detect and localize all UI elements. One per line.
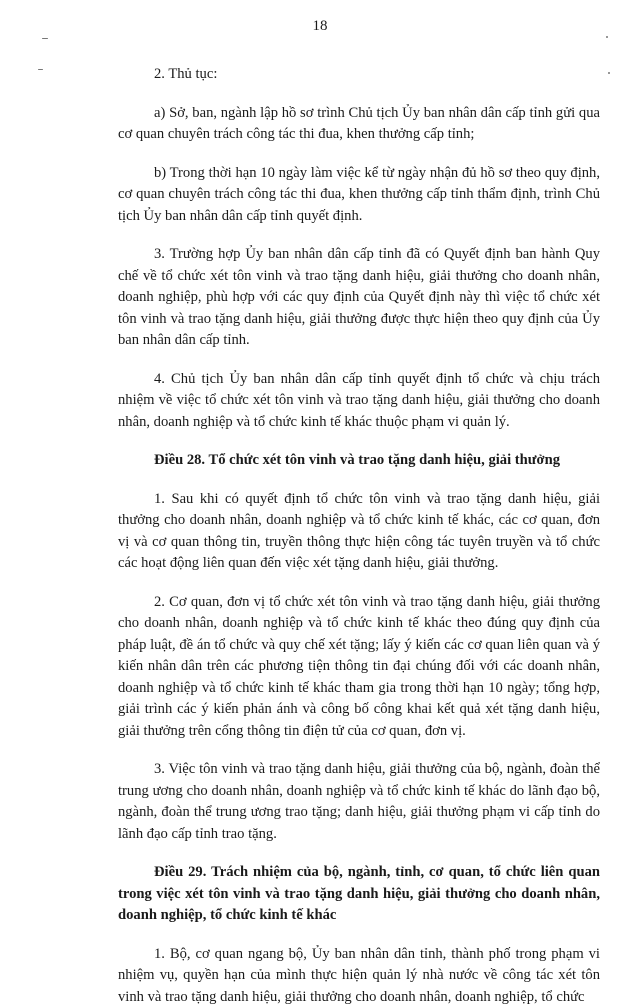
- scan-speck: [42, 38, 48, 39]
- article-29-clause-1: 1. Bộ, cơ quan ngang bộ, Ủy ban nhân dân tỉnh, thành phố trong phạm vi nhiệm vụ, quyền hạn của mình thực hiện quản lý nhà nước về công tác xét tôn vinh và trao tặng danh hiệu, giải thưởng cho doanh nhân, doanh nghiệp, tổ chức: [118, 944, 600, 1008]
- article-28-clause-2: 2. Cơ quan, đơn vị tổ chức xét tôn vinh và trao tặng danh hiệu, giải thưởng cho doanh nhân, doanh nghiệp và tổ chức kinh tế khác theo đúng quy định của pháp luật, đề án tổ chức và quy chế xét tặng; lấy ý kiến các cơ quan liên quan và ý kiến nhân dân trên các phương tiện thông tin đại chúng đối với các doanh nhân, doanh nghiệp và tổ chức kinh tế khác tham gia trong thời hạn 10 ngày; tổng hợp, giải trình các ý kiến phản ánh và công bố công khai kết quả xét tặng danh hiệu, giải thưởng trên cổng thông tin điện tử của cơ quan, đơn vị.: [118, 592, 600, 743]
- article-28-title: Điều 28. Tổ chức xét tôn vinh và trao tặng danh hiệu, giải thưởng: [118, 450, 600, 472]
- scan-speck: [38, 69, 43, 70]
- scan-speck: [608, 72, 610, 74]
- article-28-clause-3: 3. Việc tôn vinh và trao tặng danh hiệu, giải thưởng của bộ, ngành, đoàn thể trung ương cho doanh nhân, doanh nghiệp và tổ chức kinh tế khác do lãnh đạo bộ, ngành, đoàn thể trung ương trao tặng; danh hiệu, giải thưởng phạm vi cấp tỉnh do lãnh đạo cấp tỉnh trao tặng.: [118, 759, 600, 845]
- article-28-clause-1: 1. Sau khi có quyết định tổ chức tôn vinh và trao tặng danh hiệu, giải thưởng cho doanh nhân, doanh nghiệp và tổ chức kinh tế khác, các cơ quan, đơn vị và cơ quan thông tin, truyền thông thực hiện công tác tuyên truyền và tổ chức các hoạt động liên quan đến việc xét tặng danh hiệu, giải thưởng.: [118, 489, 600, 575]
- clause-3: 3. Trường hợp Ủy ban nhân dân cấp tỉnh đã có Quyết định ban hành Quy chế về tổ chức xét tôn vinh và trao tặng danh hiệu, giải thưởng cho doanh nhân, doanh nghiệp, phù hợp với các quy định của Quyết định này thì việc tổ chức xét tôn vinh và trao tặng danh hiệu, giải thưởng được thực hiện theo quy định của Ủy ban nhân dân cấp tỉnh.: [118, 244, 600, 352]
- document-body: [118, 64, 600, 1008]
- page-number: 18: [0, 18, 640, 35]
- scan-speck: [606, 36, 608, 38]
- procedure-item-b: b) Trong thời hạn 10 ngày làm việc kể từ ngày nhận đủ hồ sơ theo quy định, cơ quan chuyên trách công tác thi đua, khen thưởng cấp tỉnh thẩm định, trình Chủ tịch Ủy ban nhân dân cấp tỉnh quyết định.: [118, 163, 600, 228]
- clause-4: 4. Chủ tịch Ủy ban nhân dân cấp tỉnh quyết định tổ chức và chịu trách nhiệm về việc tổ chức xét tôn vinh và trao tặng danh hiệu, giải thưởng cho doanh nhân, doanh nghiệp và tổ chức kinh tế khác thuộc phạm vi quản lý.: [118, 369, 600, 434]
- article-29-title: Điều 29. Trách nhiệm của bộ, ngành, tỉnh, cơ quan, tổ chức liên quan trong việc xét tôn vinh và trao tặng danh hiệu, giải thưởng cho doanh nhân, doanh nghiệp, tổ chức kinh tế khác: [118, 862, 600, 927]
- procedure-heading: 2. Thủ tục:: [118, 64, 600, 86]
- procedure-item-a: a) Sở, ban, ngành lập hồ sơ trình Chủ tịch Ủy ban nhân dân cấp tỉnh gửi qua cơ quan chuyên trách công tác thi đua, khen thưởng cấp tỉnh;: [118, 103, 600, 146]
